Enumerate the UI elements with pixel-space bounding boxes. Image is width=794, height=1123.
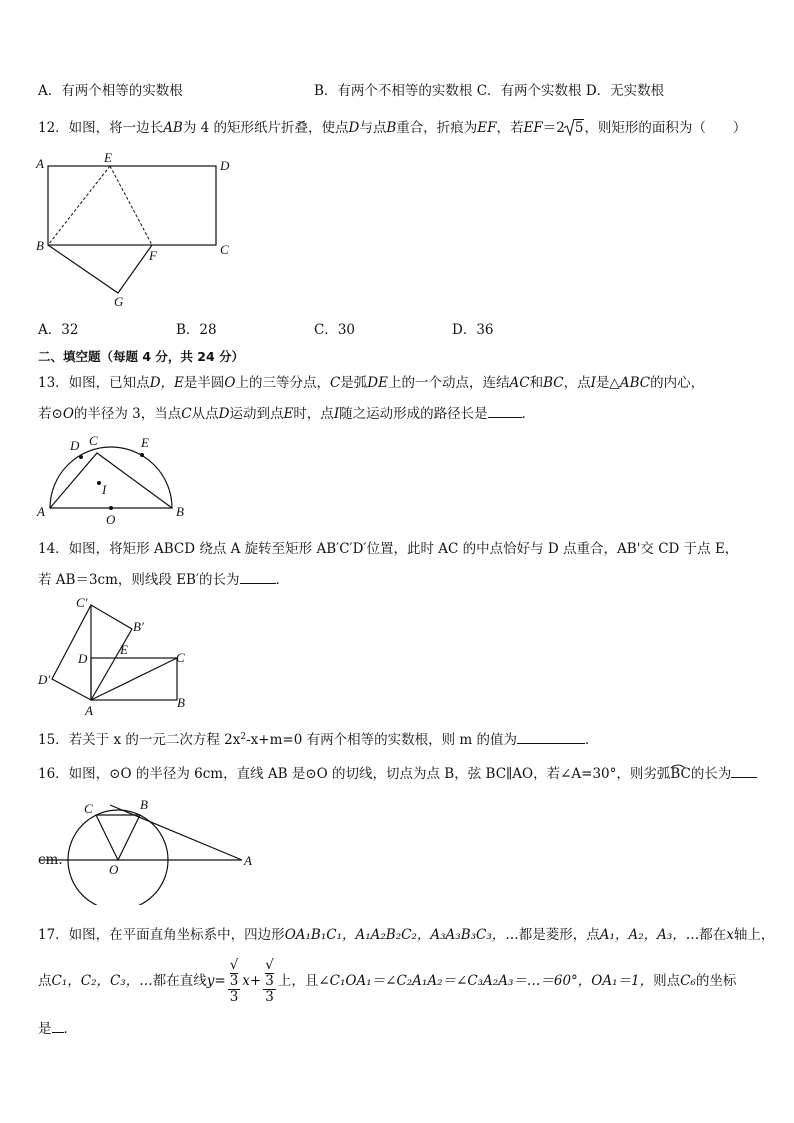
q12-figure [30,150,250,310]
semicircle [50,447,172,508]
label-d: D [220,158,230,173]
label-e: E [104,150,112,165]
label-d-prime: D′ [38,672,51,687]
fold-bgf [48,245,152,293]
answer-blank[interactable] [240,583,276,584]
fraction-sqrt3-over-3: √ 3 3 [229,957,239,1005]
point-e [140,453,144,457]
point-d [79,455,83,459]
sqrt-sign-icon [563,118,575,136]
q11-option-bcd: B．有两个不相等的实数根 C．有两个实数根 D．无实数根 [314,83,665,99]
q13-line1: 13．如图，已知点D，E是半圆O上的三等分点，C是弧DE上的一个动点，连结AC和BC，点I是△ABC的内心， [38,375,705,391]
q13-figure [30,430,200,530]
label-c: C [220,242,229,257]
answer-blank[interactable] [731,777,757,778]
diagonal-ac [91,658,177,700]
q16-line2: cm. [38,852,63,868]
q15-text: 15．若关于 x 的一元二次方程 $2x^2-x+m=0$ 有两个相等的实数根，则 m 的值为 ． [38,732,599,748]
answer-blank[interactable] [488,417,522,418]
dashed-ef [110,166,152,245]
q11-option-a: A．有两个相等的实数根 [38,83,183,99]
q12-option-b: B．28 [176,322,217,338]
section-heading: 二、填空题（每题 4 分，共 24 分） [38,349,245,364]
dashed-be [48,166,110,245]
q17-line3: 是 ． [38,1021,77,1037]
q12-option-a: A．32 [38,322,79,338]
label-f: F [149,248,157,263]
triangle-acb [50,453,172,508]
q13-line2: 若⊙O的半径为 3，当点C从点D运动到点E时，点I随之运动形成的路径长是 ． [38,406,536,422]
q17-line2: 点C₁，C₂，C₃，…都在直线y= √ 3 3 x+ √ 3 3 上，且∠C₁OA₁＝∠C₂A₁A₂＝∠C₃A₂A₃＝…＝60°，OA₁＝1，则点C₆的坐标 [38,957,737,1005]
sqrt-five: 5 [565,119,585,137]
arc-bc: BC [670,765,691,783]
label-c: C [89,433,98,448]
label-c: C [84,801,93,816]
answer-blank[interactable] [52,1032,64,1033]
label-b: B [176,504,184,519]
label-c: C [176,650,185,665]
tangent-ab [110,805,242,860]
q14-line2: 若 AB＝3cm，则线段 EB′的长为 ． [38,572,290,588]
label-b: B [36,238,44,253]
label-i: I [102,482,107,497]
answer-blank[interactable] [517,743,585,744]
label-c-prime: C′ [76,595,88,610]
label-a: A [37,504,45,519]
fraction-sqrt3-over-3: √ 3 3 [265,957,274,1005]
q16-line1: 16．如图，⊙O 的半径为 6cm，直线 AB 是⊙O 的切线，切点为点 B，弦 BC∥AO，若∠A=30°，则劣弧 BC的长为 [38,765,757,783]
label-o: O [109,862,119,877]
label-g: G [114,294,124,309]
label-b: B [140,797,148,812]
label-d: D [70,438,80,453]
arc-mark-icon [670,763,686,769]
label-b-prime: B′ [133,619,144,634]
label-a: A [85,703,93,718]
point-o [109,506,113,510]
label-d: D [78,651,88,666]
label-b: B [177,695,185,710]
label-e: E [141,435,149,450]
q14-line1: 14．如图，将矩形 ABCD 绕点 A 旋转至矩形 AB′C′D′位置，此时 AC 的中点恰好与 D 点重合，AB'交 CD 于点 E， [38,541,739,557]
point-i [97,481,101,485]
circle-o [68,810,168,905]
label-e: E [120,642,128,657]
label-o: O [106,512,116,527]
triangle-obc [96,815,140,860]
label-a: A [36,156,44,171]
q16-figure [30,795,270,905]
q14-figure [30,595,200,720]
q12-option-c: C．30 [314,322,356,338]
q17-line1: 17．如图，在平面直角坐标系中，四边形OA₁B₁C₁，A₁A₂B₂C₂，A₃A₃B₃C₃，…都是菱形，点A₁，A₂，A₃，…都在x轴上， [38,927,775,943]
q12-stem: 12．如图，将一边长AB为 4 的矩形纸片折叠，使点D与点B重合，折痕为EF，若EF＝2 5，则矩形的面积为（ ） [38,120,747,136]
rectangle-abcd [48,166,216,245]
label-a: A [244,853,252,868]
q12-option-d: D．36 [452,322,494,338]
